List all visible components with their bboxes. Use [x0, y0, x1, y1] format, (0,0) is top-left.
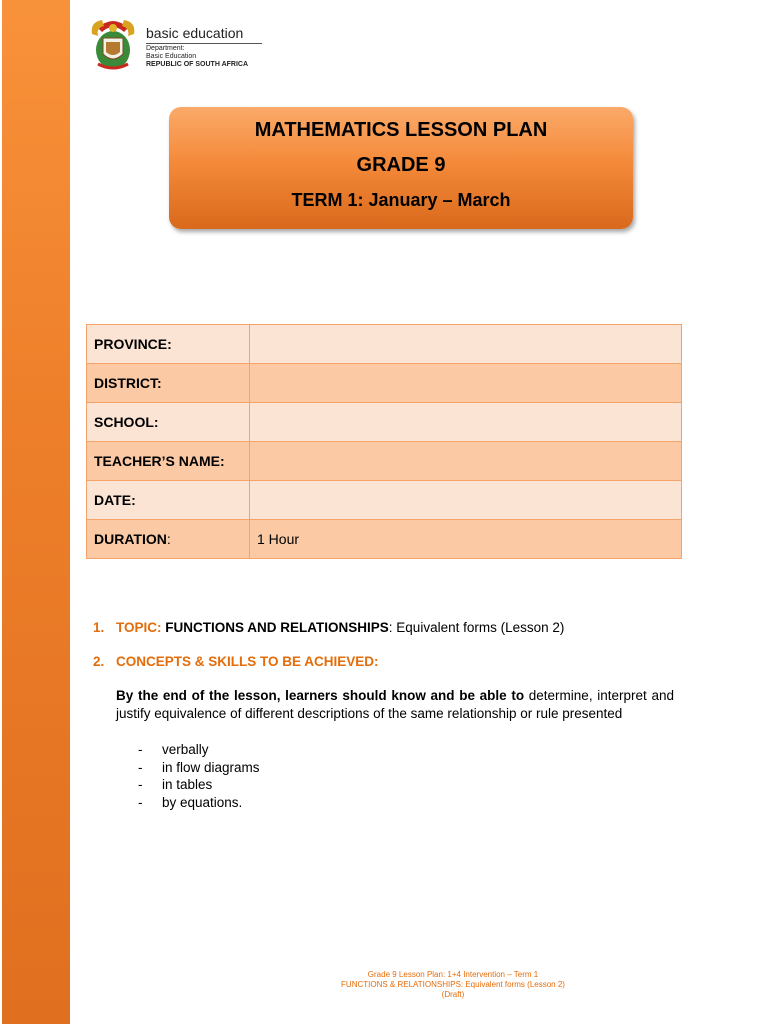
list-item — [138, 741, 260, 759]
list-item-label: by equations. — [162, 794, 243, 810]
list-item — [138, 776, 260, 794]
duration-label-colon: : — [166, 531, 171, 547]
table-row — [87, 325, 682, 364]
concepts-label: CONCEPTS & SKILLS TO BE ACHIEVED: — [116, 654, 379, 669]
table-row — [87, 481, 682, 520]
dept-line-1: Department: — [146, 45, 185, 52]
learning-outcome-paragraph — [116, 687, 674, 723]
list-item — [138, 794, 260, 812]
teacher-name-value[interactable] — [250, 442, 682, 481]
outcome-lead: By the end of the lesson, learners should know and be able to — [116, 688, 525, 703]
topic-number: 1. — [93, 620, 105, 635]
grade-title: GRADE 9 — [356, 154, 446, 176]
district-value[interactable] — [250, 364, 682, 403]
concepts-number: 2. — [93, 654, 105, 669]
table-row — [87, 442, 682, 481]
outcome-text: determine, interpret and justify equivalence of different descriptions of the same relationship or rule presented — [116, 688, 674, 721]
topic-label: TOPIC: — [116, 620, 162, 635]
table-row — [87, 403, 682, 442]
page-footer — [310, 970, 596, 1000]
concepts-heading — [93, 654, 379, 669]
coat-of-arms-icon — [88, 14, 138, 74]
lesson-title-banner — [169, 107, 633, 229]
province-label: PROVINCE: — [87, 325, 250, 364]
bullet-dash: - — [138, 759, 143, 775]
footer-line-3: (Draft) — [441, 990, 465, 999]
teacher-name-label: TEACHER’S NAME: — [87, 442, 250, 481]
presentation-forms-list — [138, 741, 260, 811]
bullet-dash: - — [138, 777, 143, 792]
date-value[interactable] — [250, 481, 682, 520]
list-item — [138, 759, 260, 777]
topic-subtitle: : Equivalent forms (Lesson 2) — [388, 620, 565, 635]
table-row — [87, 364, 682, 403]
department-logo — [88, 14, 268, 76]
brand-name: basic education — [146, 25, 244, 41]
date-label: DATE: — [87, 481, 250, 520]
logo-divider — [146, 43, 262, 44]
department-text — [146, 45, 248, 69]
duration-label — [87, 520, 250, 559]
footer-line-2: FUNCTIONS & RELATIONSHIPS: Equivalent forms (Lesson 2) — [341, 980, 565, 989]
school-label: SCHOOL: — [87, 403, 250, 442]
list-item-label: in flow diagrams — [162, 759, 260, 775]
bullet-dash: - — [138, 794, 143, 810]
duration-label-text: DURATION — [94, 531, 167, 547]
province-value[interactable] — [250, 325, 682, 364]
footer-line-1: Grade 9 Lesson Plan: 1+4 Intervention – Term 1 — [367, 970, 539, 979]
list-item-label: verbally — [162, 742, 209, 757]
duration-value[interactable]: 1 Hour — [250, 520, 682, 559]
dept-line-2: Basic Education — [146, 53, 197, 60]
topic-heading — [93, 620, 564, 635]
document-title: MATHEMATICS LESSON PLAN — [254, 119, 548, 141]
term-title: TERM 1: January – March — [291, 190, 511, 210]
orange-sidebar-bar — [2, 0, 70, 1024]
district-label: DISTRICT: — [87, 364, 250, 403]
school-value[interactable] — [250, 403, 682, 442]
bullet-dash: - — [138, 742, 143, 757]
dept-line-3: REPUBLIC OF SOUTH AFRICA — [146, 61, 249, 68]
lesson-info-table — [86, 324, 682, 559]
table-row — [87, 520, 682, 559]
list-item-label: in tables — [162, 777, 213, 792]
topic-title: FUNCTIONS AND RELATIONSHIPS — [165, 620, 389, 635]
